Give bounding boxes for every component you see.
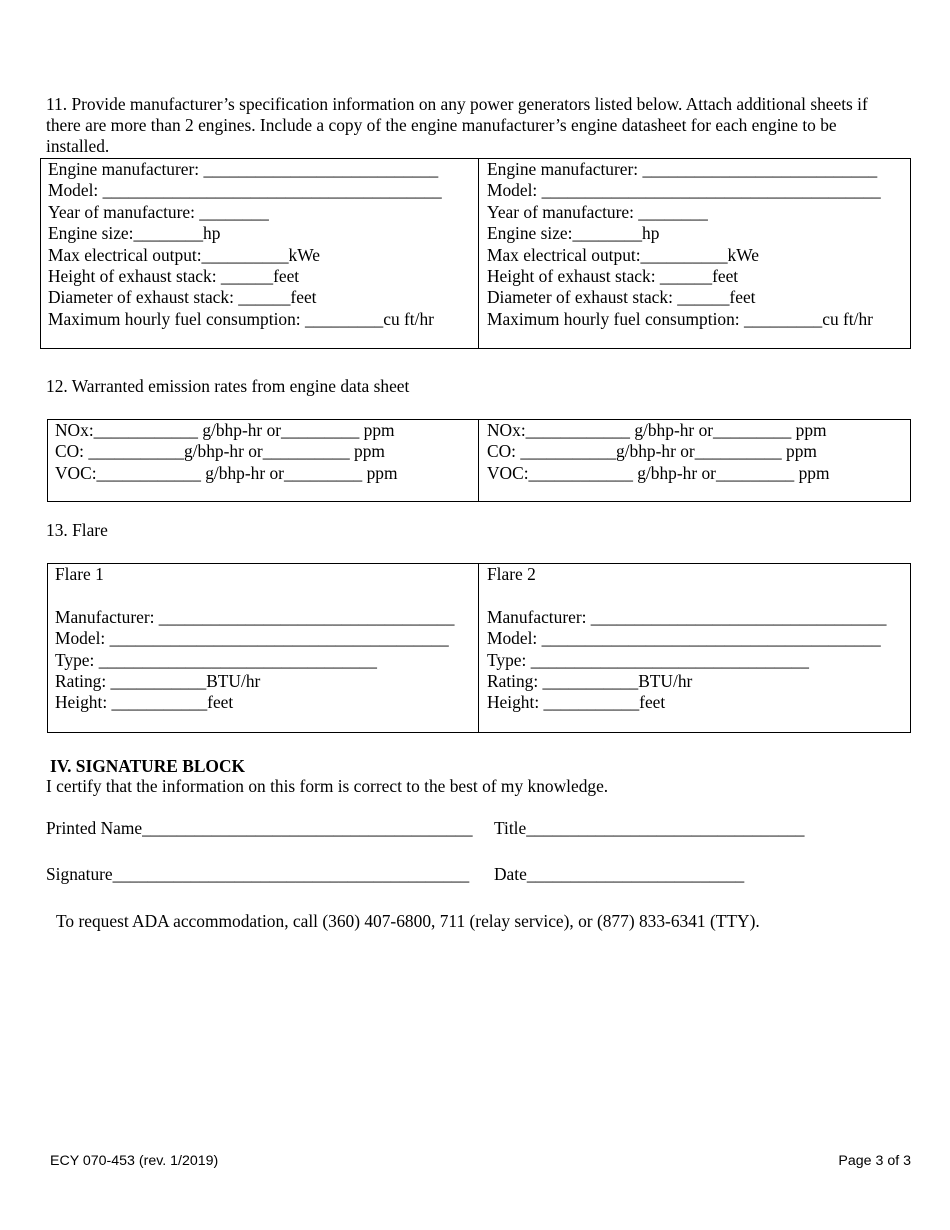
date-field[interactable]: Date_________________________ — [494, 864, 745, 884]
emission-table-divider — [478, 419, 479, 502]
voc-field[interactable]: VOC:____________ g/bhp-hr or_________ ppm — [55, 462, 398, 483]
max-electrical-output-field[interactable]: Max electrical output:__________kWe — [48, 244, 320, 265]
exhaust-stack-height-field[interactable]: Height of exhaust stack: ______feet — [48, 266, 300, 287]
emission-col-2 — [487, 420, 830, 484]
flare-type-field[interactable]: Type: ________________________________ — [55, 649, 377, 670]
section-11-instructions: 11. Provide manufacturer’s specification information on any power generators listed below. Attach additional sheets if there are more than 2 engines. Include a copy of the engine manufacturer’s engine datasheet for each engine to be installed. — [46, 94, 868, 156]
co-field[interactable]: CO: ___________g/bhp-hr or__________ ppm — [55, 441, 385, 462]
engine-size-field[interactable]: Engine size:________hp — [487, 223, 660, 244]
flare-height-field[interactable]: Height: ___________feet — [487, 692, 666, 713]
exhaust-stack-height-field[interactable]: Height of exhaust stack: ______feet — [487, 266, 739, 287]
year-of-manufacture-field[interactable]: Year of manufacture: ________ — [48, 201, 269, 222]
flare-1-column — [55, 564, 454, 714]
voc-field[interactable]: VOC:____________ g/bhp-hr or_________ ppm — [487, 462, 830, 483]
page-number: Page 3 of 3 — [838, 1153, 911, 1169]
year-of-manufacture-field[interactable]: Year of manufacture: ________ — [487, 201, 708, 222]
flare-manufacturer-field[interactable]: Manufacturer: __________________________________ — [487, 606, 887, 627]
section-13-title: 13. Flare — [46, 520, 108, 540]
engine-size-field[interactable]: Engine size:________hp — [48, 223, 221, 244]
signature-field[interactable]: Signature_________________________________________ — [46, 864, 470, 884]
printed-name-field[interactable]: Printed Name______________________________________ — [46, 818, 473, 838]
flare-height-field[interactable]: Height: ___________feet — [55, 692, 234, 713]
flare-type-field[interactable]: Type: ________________________________ — [487, 649, 809, 670]
exhaust-stack-diameter-field[interactable]: Diameter of exhaust stack: ______feet — [487, 287, 756, 308]
signature-block-heading: IV. SIGNATURE BLOCK — [50, 756, 246, 776]
flare-2-label: Flare 2 — [487, 564, 536, 584]
flare-rating-field[interactable]: Rating: ___________BTU/hr — [55, 671, 261, 692]
engine-manufacturer-field[interactable]: Engine manufacturer: ___________________________ — [48, 159, 439, 179]
nox-field[interactable]: NOx:____________ g/bhp-hr or_________ ppm — [487, 420, 827, 440]
max-electrical-output-field[interactable]: Max electrical output:__________kWe — [487, 244, 759, 265]
engine-model-field[interactable]: Model: _______________________________________ — [487, 180, 881, 201]
flare-model-field[interactable]: Model: _______________________________________ — [487, 628, 881, 649]
engine-2-column — [487, 159, 881, 330]
blank-line — [55, 585, 454, 606]
exhaust-stack-diameter-field[interactable]: Diameter of exhaust stack: ______feet — [48, 287, 317, 308]
flare-rating-field[interactable]: Rating: ___________BTU/hr — [487, 671, 693, 692]
ada-accommodation-notice: To request ADA accommodation, call (360) 407-6800, 711 (relay service), or (877) 833-6341 (TTY). — [56, 911, 760, 931]
nox-field[interactable]: NOx:____________ g/bhp-hr or_________ ppm — [55, 420, 395, 440]
engine-model-field[interactable]: Model: _______________________________________ — [48, 180, 442, 201]
fuel-consumption-field[interactable]: Maximum hourly fuel consumption: _________cu ft/hr — [487, 308, 873, 329]
fuel-consumption-field[interactable]: Maximum hourly fuel consumption: _________cu ft/hr — [48, 308, 434, 329]
blank-line — [487, 585, 886, 606]
flare-model-field[interactable]: Model: _______________________________________ — [55, 628, 449, 649]
emission-col-1 — [55, 420, 398, 484]
certification-statement: I certify that the information on this form is correct to the best of my knowledge. — [46, 776, 609, 796]
flare-manufacturer-field[interactable]: Manufacturer: __________________________________ — [55, 606, 455, 627]
engine-1-column — [48, 159, 442, 330]
flare-1-label: Flare 1 — [55, 564, 104, 584]
form-id: ECY 070-453 (rev. 1/2019) — [50, 1153, 219, 1169]
flare-table-divider — [478, 563, 479, 733]
flare-2-column — [487, 564, 886, 714]
engine-manufacturer-field[interactable]: Engine manufacturer: ___________________________ — [487, 159, 878, 179]
co-field[interactable]: CO: ___________g/bhp-hr or__________ ppm — [487, 441, 817, 462]
section-12-title: 12. Warranted emission rates from engine data sheet — [46, 376, 410, 396]
title-field[interactable]: Title________________________________ — [494, 818, 805, 838]
engine-table-divider — [478, 158, 479, 349]
